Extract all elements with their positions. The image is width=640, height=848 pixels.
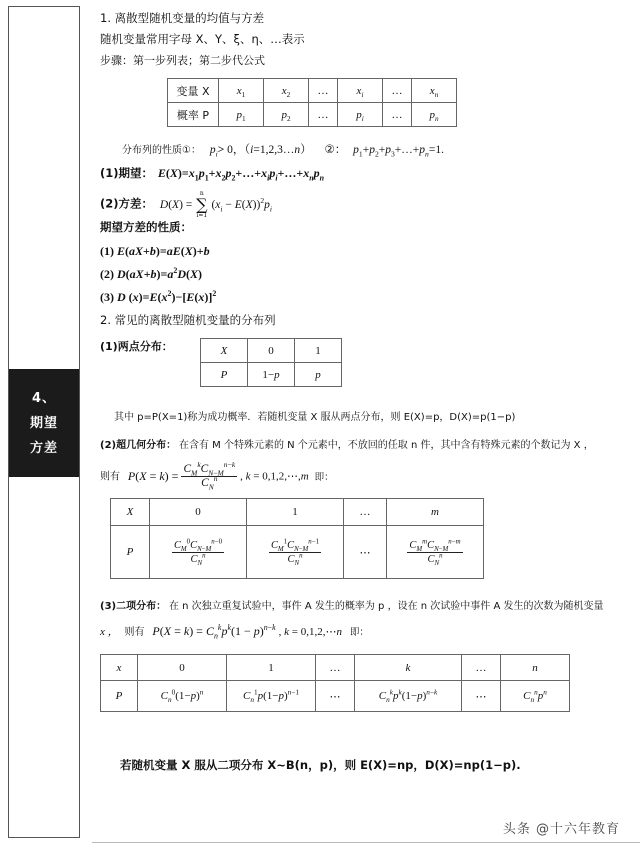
section2-heading: 2. 常见的离散型随机变量的分布列: [100, 313, 276, 327]
fraction: $\frac{C_M^mC_{N-M}^{n-m}}{C_N^n}$: [409, 538, 461, 567]
property-2-marker: ②：: [324, 144, 347, 156]
cell-dots: …: [344, 499, 387, 526]
cell-prob-k: $C_n^kp^k(1-p)^{n-k}$: [355, 681, 462, 712]
binomial-formula-line: [100, 625, 369, 639]
cell-dots: ⋯: [462, 681, 501, 712]
cell-prob-q: 1−p: [248, 363, 295, 387]
cell-prob-0: $C_n^0(1-p)^n$: [138, 681, 227, 712]
watermark-text: 头条 @十六年教育: [502, 822, 620, 837]
cell-label-x: x: [101, 655, 138, 681]
property-item-2: (2) $D(aX+b)=a^2D(X)$: [100, 266, 203, 281]
binomial-intro: [100, 601, 603, 613]
properties-label: 分布列的性质①：: [122, 145, 201, 156]
hypergeometric-description: 在含有 M 个特殊元素的 N 个元素中，不放回的任取 n 件，其中含有特殊元素的个数记为 X ，: [178, 440, 594, 451]
twopoint-label: (1)两点分布：: [100, 340, 173, 353]
cell-header-1: 1: [295, 339, 342, 363]
cell-xi: $x_i$: [338, 79, 383, 103]
distribution-properties-line: [122, 145, 444, 157]
cell-p2: $p_2$: [264, 103, 309, 127]
table-row: [168, 103, 457, 127]
cell-label-P: P: [111, 526, 150, 579]
formula-suffix: 即：: [314, 471, 334, 483]
cell-header-k: k: [355, 655, 462, 681]
expectation-line: [100, 167, 324, 181]
two-point-distribution-table: [200, 338, 342, 387]
cell-dots: …: [383, 103, 412, 127]
binomial-description: 在 n 次独立重复试验中，事件 A 发生的概率为 p ，设在 n 次试验中事件 A 发生的次数为随机变量: [168, 601, 604, 612]
sidebar-chapter-line1: 期望: [29, 415, 58, 431]
cell-dots: …: [383, 79, 412, 103]
fraction: $\frac{C_M^kC_{N-M}^{n-k}}{C_N^n}$: [183, 460, 236, 492]
cell-header-m: m: [387, 499, 484, 526]
fraction: $\frac{C_M^0C_{N-M}^{n-0}}{C_N^n}$: [173, 538, 223, 567]
expectation-label: (1)期望：: [100, 166, 154, 180]
variance-formula: D(X) = n ∑ i=1 $(x_i - E(X))^2p_i$: [159, 190, 272, 219]
variance-label: (2)方差：: [100, 196, 154, 211]
sidebar-chapter-line2: 方差: [29, 440, 58, 456]
twopoint-note: 其中 p=P(X=1)称为成功概率．若随机变量 X 服从两点分布，则 E(X)=p，D(X)=p(1−p): [114, 412, 516, 423]
table-row: [101, 655, 570, 681]
cell-prob-m: [387, 526, 484, 579]
binomial-formula: $P(X = k) = C_n^kp^k(1 - p)^{n-k}$: [152, 623, 276, 641]
cell-prob-1: $C_n^1p(1-p)^{n-1}$: [227, 681, 316, 712]
hypergeometric-intro: [100, 440, 594, 452]
formula-prefix: 则有: [124, 627, 145, 638]
property-item-1: (1) E(aX+b)=aE(X)+b: [100, 244, 210, 258]
binomial-distribution-table: [100, 654, 570, 712]
property-item-3: (3) D $(x)=E(x^2)-[E(x)]^2$: [100, 289, 217, 304]
cell-header-0: 0: [150, 499, 247, 526]
cell-dots: …: [309, 103, 338, 127]
cell-dots: …: [309, 79, 338, 103]
cell-prob-n: $C_n^np^n$: [501, 681, 570, 712]
table-row: [111, 499, 484, 526]
cell-dots: …: [316, 655, 355, 681]
cell-label-P: P: [101, 681, 138, 712]
hypergeometric-label: (2)超几何分布：: [100, 440, 177, 451]
sidebar-chapter-block: [9, 369, 79, 477]
hypergeometric-distribution-table: [110, 498, 484, 579]
cell-header-1: 1: [227, 655, 316, 681]
bottom-divider: [92, 842, 640, 843]
hypergeometric-formula-line: [100, 460, 334, 492]
cell-p1: $p_1$: [219, 103, 264, 127]
summation-symbol: n ∑ i=1: [196, 190, 208, 219]
formula-range: , k = 0,1,2,⋯,m: [240, 470, 309, 483]
property-1: $p_i> 0$，（i=1,2,3…n）: [209, 144, 315, 159]
cell-xn: $x_n$: [412, 79, 457, 103]
table-row: [201, 339, 342, 363]
cell-x2: $x_2$: [264, 79, 309, 103]
cell-prob-1: [247, 526, 344, 579]
table-row: [201, 363, 342, 387]
binomial-variable: x ，: [100, 626, 119, 638]
formula-suffix: 即：: [349, 627, 369, 638]
table-row: [101, 681, 570, 712]
cell-header-0: 0: [138, 655, 227, 681]
formula-range: , k = 0,1,2,⋯n: [278, 626, 343, 638]
cell-header-n: n: [501, 655, 570, 681]
cell-x1: $x_1$: [219, 79, 264, 103]
cell-dots: ⋯: [344, 526, 387, 579]
variance-line: [100, 191, 272, 219]
table-row: [168, 79, 457, 103]
cell-label-variable: 变量 X: [168, 79, 219, 103]
section1-steps-line: 步骤：第一步列表；第二步代公式: [100, 54, 265, 67]
cell-prob-p: p: [295, 363, 342, 387]
formula-prefix: 则有: [100, 471, 120, 483]
cell-dots: ⋯: [316, 681, 355, 712]
cell-header-X: X: [201, 339, 248, 363]
sidebar-tab: [8, 6, 80, 838]
hypergeometric-formula: P(X = k) = $\frac{C_M^kC_{N-M}^{n-k}}{C_N^n}$: [127, 460, 236, 492]
cell-dots: …: [462, 655, 501, 681]
expectation-formula: $E(X)=x_1p_1+x_2p_2+\dots+x_ip_i+\dots+x_np_n$: [157, 166, 325, 183]
properties-heading: 期望方差的性质：: [100, 220, 192, 234]
fraction: $\frac{C_M^1C_{N-M}^{n-1}}{C_N^n}$: [270, 538, 320, 567]
cell-pi: $p_i$: [338, 103, 383, 127]
binomial-label: (3)二项分布：: [100, 601, 167, 612]
cell-label-P: P: [201, 363, 248, 387]
cell-header-0: 0: [248, 339, 295, 363]
binomial-conclusion: 若随机变量 X 服从二项分布 X~B(n，p)，则 E(X)=np，D(X)=np(1−p).: [120, 758, 521, 772]
cell-label-X: X: [111, 499, 150, 526]
cell-pn: $p_n$: [412, 103, 457, 127]
section1-heading: 1. 离散型随机变量的均值与方差: [100, 11, 265, 25]
cell-header-1: 1: [247, 499, 344, 526]
section1-symbols-line: 随机变量常用字母 X、Y、ξ、η、…表示: [100, 32, 305, 46]
distribution-list-table: [167, 78, 457, 127]
document-content: [92, 0, 640, 848]
cell-prob-0: [150, 526, 247, 579]
property-2: $p_1+p_2+p_3+\dots+p_n=1$.: [353, 144, 444, 159]
table-row: [111, 526, 484, 579]
sidebar-chapter-number: 4、: [31, 390, 57, 406]
cell-label-probability: 概率 P: [168, 103, 219, 127]
